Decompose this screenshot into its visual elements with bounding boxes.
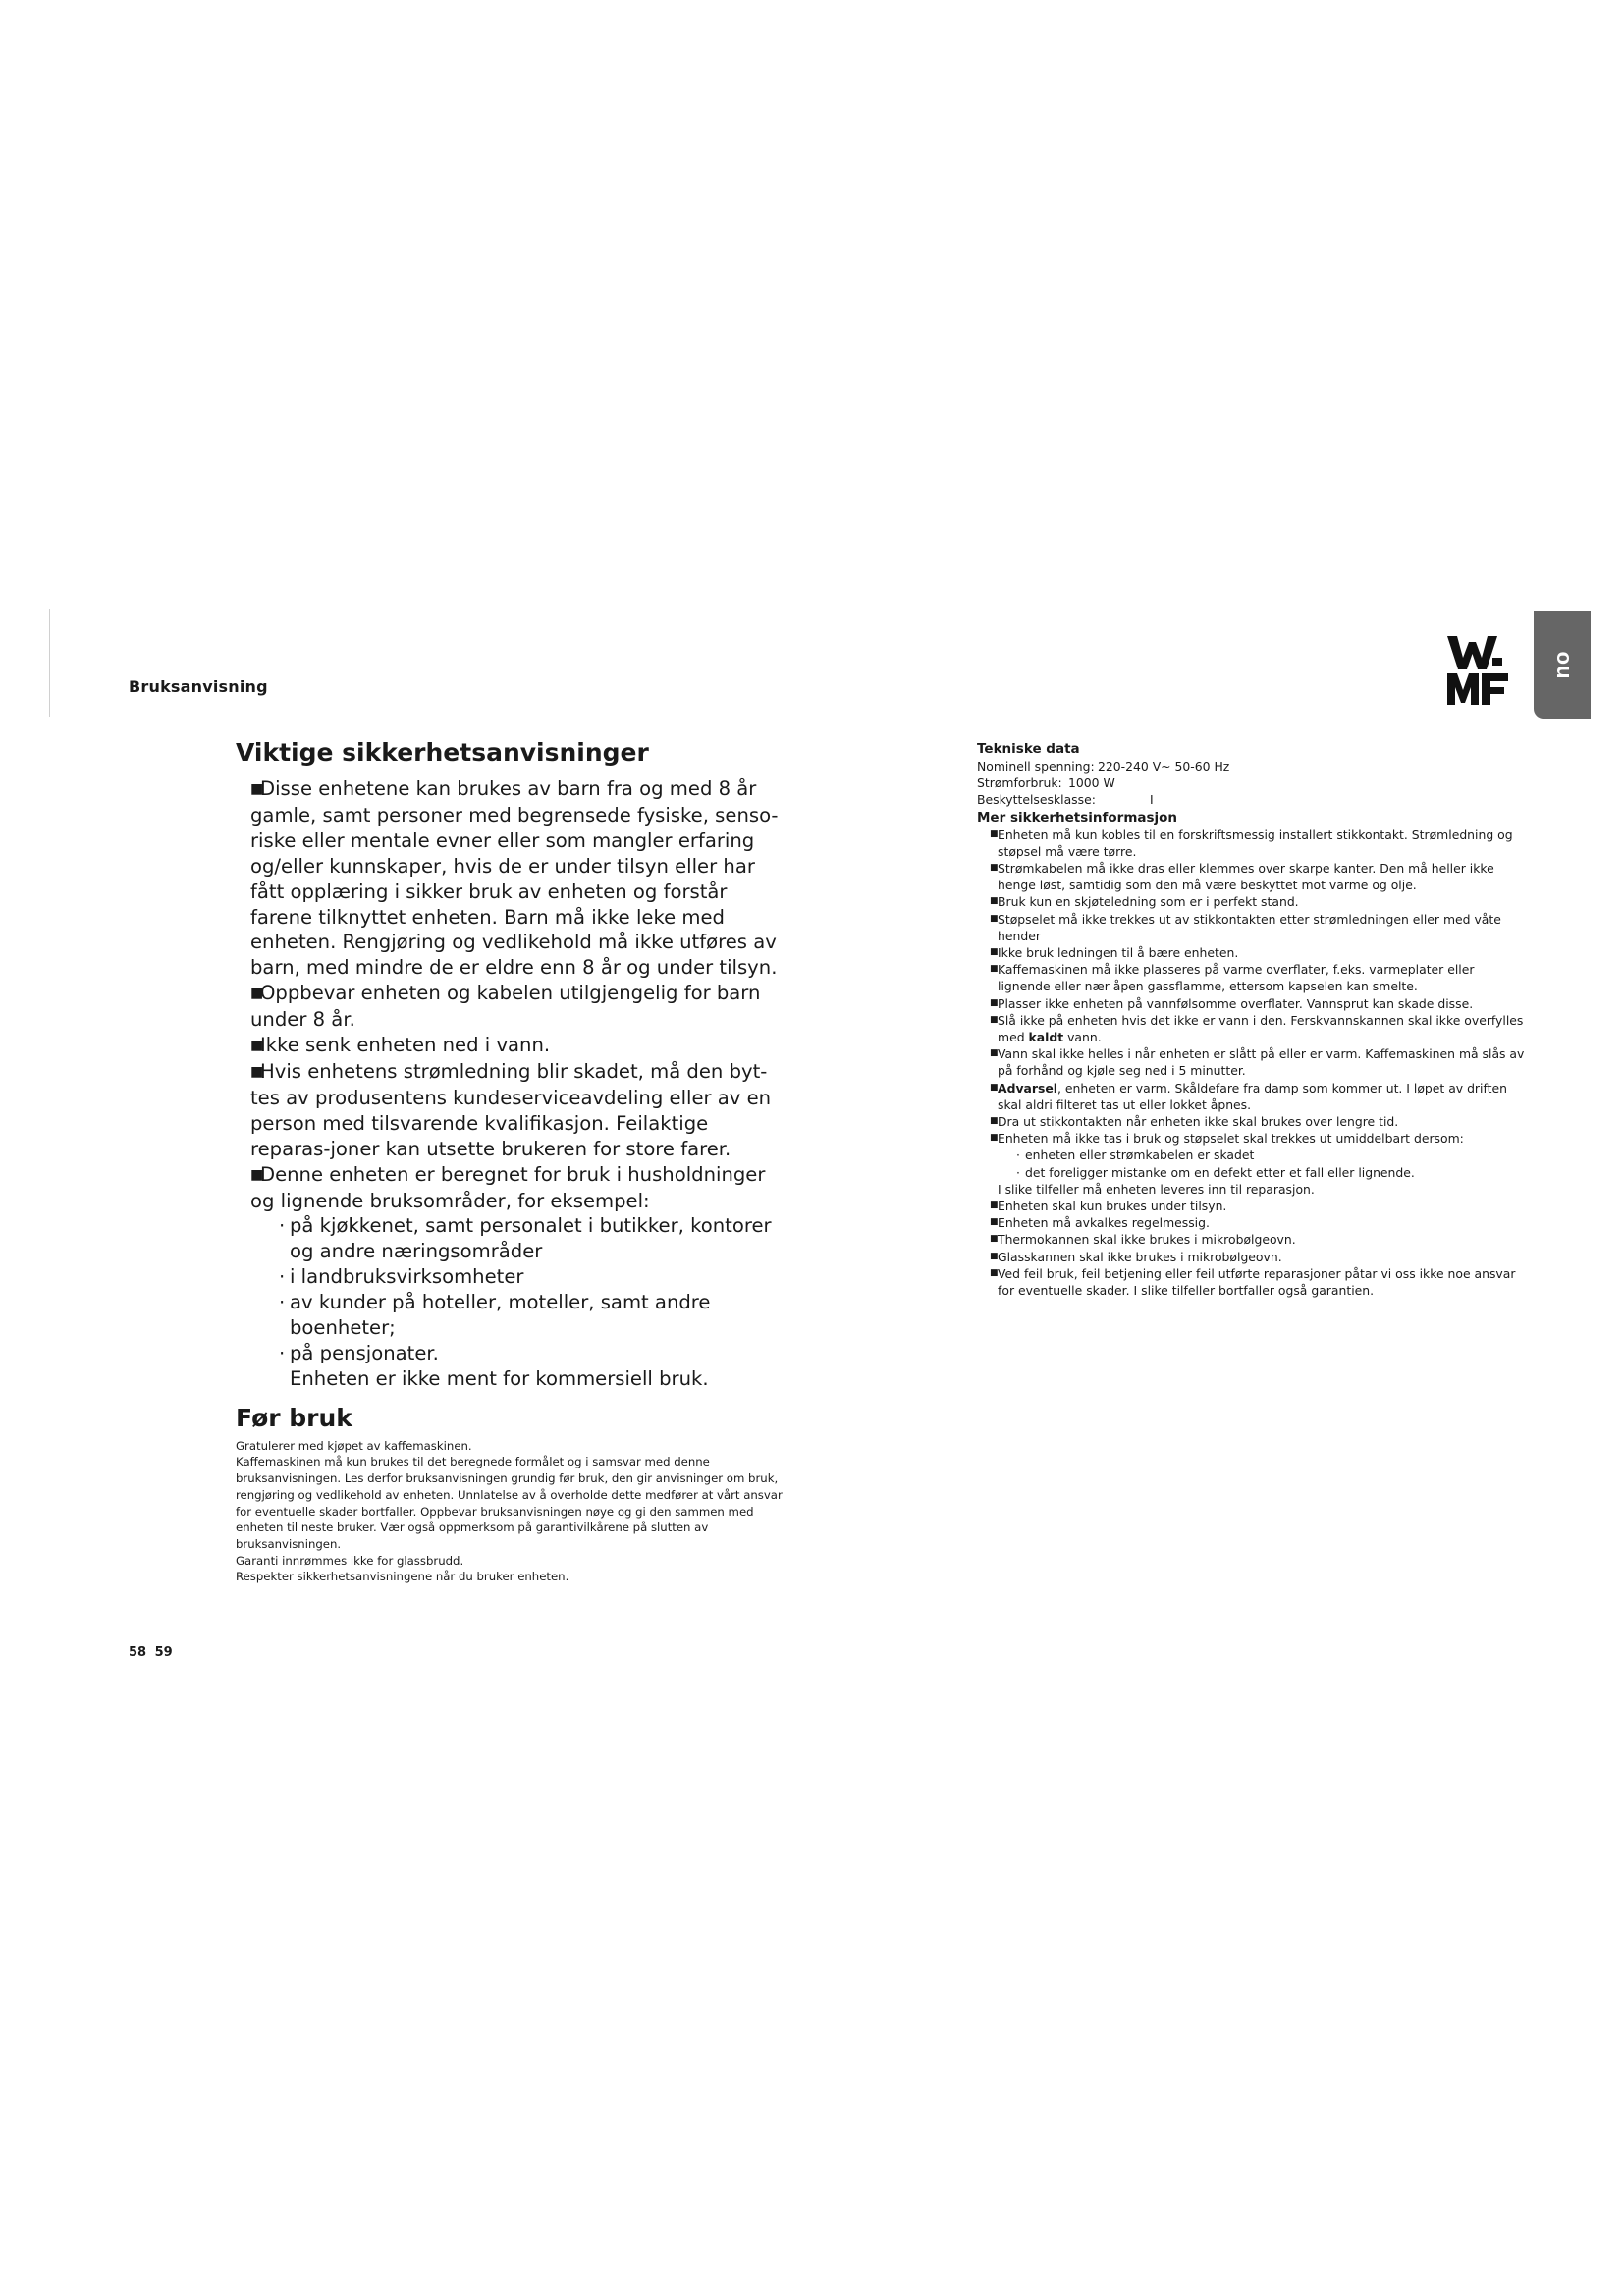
right-column (977, 740, 1527, 1299)
spec-label: Nominell spenning: (977, 759, 1095, 774)
spec-value: I (1150, 792, 1154, 808)
spec-label: Beskyttelsesklasse: (977, 792, 1096, 808)
safety-item: ■Disse enhetene kan brukes av barn fra og med 8 år gamle, samt personer med begrensede fysiske, senso-riske eller mentale evner eller som mangler erfaring og/eller kunnskaper, hvis de er under tilsyn eller har fått opplæring i sikker bruk av enheten og forstår farene tilknyttet enheten. Barn må ikke leke med enheten. Rengjøring og vedlikehold må ikke utføres av barn, med mindre de er eldre enn 8 år og under tilsyn. (250, 777, 779, 980)
language-tab[interactable] (1534, 611, 1591, 719)
usage-sub-item: · av kunder på hoteller, moteller, samt andre boenheter; (279, 1291, 711, 1340)
commercial-note: Enheten er ikke ment for kommersiell bruk. (290, 1366, 709, 1390)
document-label: Bruksanvisning (129, 677, 268, 696)
safety-list (236, 776, 785, 1392)
more-safety-item: ■ Thermokannen skal ikke brukes i mikrobølgeovn. (990, 1232, 1296, 1248)
usage-sub-list (236, 1213, 785, 1365)
more-safety-item: ■ Kaffemaskinen må ikke plasseres på varme overflater, f.eks. varmeplater eller lignende eller nær åpen gassflamme, ettersom kapselen kan smelte. (990, 962, 1475, 994)
before-use-paragraph: Respekter sikkerhetsanvisningene når du bruker enheten. (236, 1570, 569, 1584)
more-safety-item: ■ Slå ikke på enheten hvis det ikke er vann i den. Ferskvannskannen skal ikke overfylles med kaldt vann. (990, 1012, 1524, 1045)
before-use-paragraph: Kaffemaskinen må kun brukes til det beregnede formålet og i samsvar med denne bruksanvisningen. Les derfor bruksanvisningen grundig før bruk, den gir anvisninger om bruk, rengjøring og vedlikehold av enheten. Unnlatelse av å overholde dette medfører at vårt ansvar for eventuelle skader bortfaller. Oppbevar bruksanvisningen nøye og gi den sammen med enheten til neste bruker. Vær også oppmerksom på garantivilkårene på slutten av bruksanvisningen. (236, 1455, 783, 1551)
more-safety-item: ■ Ikke bruk ledningen til å bære enheten. (990, 945, 1239, 961)
left-column (236, 738, 785, 1585)
usage-sub-item: · på kjøkkenet, samt personalet i butikker, kontorer og andre næringsområder (279, 1214, 772, 1263)
usage-sub-item: · på pensjonater. (279, 1341, 439, 1364)
more-safety-item: ■ Enheten må kun kobles til en forskriftsmessig installert stikkontakt. Strømledning og støpsel må være tørre. (990, 827, 1513, 859)
language-tab-label: no (1549, 650, 1574, 679)
more-safety-item: ■ Støpselet må ikke trekkes ut av stikkontakten etter strømledningen eller med våte hender (990, 911, 1501, 943)
spec-row (977, 758, 1527, 774)
more-safety-item: ■ Ved feil bruk, feil betjening eller feil utførte reparasjoner påtar vi oss ikke noe ansvar for eventuelle skader. I slike tilfeller bortfaller også garantien. (990, 1265, 1516, 1299)
more-safety-item: ■ Advarsel, enheten er varm. Skåldefare fra damp som kommer ut. I løpet av driften skal aldri filteret tas ut eller lokket åpnes. (990, 1080, 1507, 1112)
more-safety-item: ■ Enheten må ikke tas i bruk og støpselet skal trekkes ut umiddelbart dersom: (990, 1131, 1464, 1147)
more-safety-item: ■ Bruk kun en skjøteledning som er i perfekt stand. (990, 894, 1299, 910)
more-safety-item: ■ Enheten må avkalkes regelmessig. (990, 1215, 1210, 1231)
before-use-title: Før bruk (236, 1403, 352, 1432)
before-use-body (236, 1438, 785, 1585)
more-safety-item: ■ Enheten skal kun brukes under tilsyn. (990, 1199, 1227, 1214)
more-safety-list (977, 827, 1527, 1300)
safety-title: Viktige sikkerhetsanvisninger (236, 738, 649, 767)
repair-note: I slike tilfeller må enheten leveres inn til reparasjon. (998, 1181, 1315, 1197)
before-use-paragraph: Garanti innrømmes ikke for glassbrudd. (236, 1553, 464, 1568)
wmf-logo (1447, 636, 1508, 705)
before-use-paragraph: Gratulerer med kjøpet av kaffemaskinen. (236, 1438, 472, 1453)
page-numbers: 58 59 (129, 1645, 173, 1660)
spec-row (977, 791, 1527, 808)
technical-specs (977, 758, 1527, 809)
more-safety-item: ■ Plasser ikke enheten på vannfølsomme overflater. Vannsprut kan skade disse. (990, 995, 1474, 1011)
spec-row (977, 774, 1527, 791)
more-safety-item: ■ Glasskannen skal ikke brukes i mikrobølgeovn. (990, 1249, 1282, 1264)
spec-value: 220-240 V~ 50-60 Hz (1098, 759, 1230, 774)
more-safety-item: ■ Strømkabelen må ikke dras eller klemmes over skarpe kanter. Den må heller ikke henge løst, samtidig som den må være beskyttet mot varme og olje. (990, 861, 1494, 893)
more-safety-sub-item: · enheten eller strømkabelen er skadet (1016, 1148, 1255, 1163)
usage-sub-item: · i landbruksvirksomheter (279, 1265, 524, 1289)
safety-item: ■Oppbevar enheten og kabelen utilgjengelig for barn under 8 år. (250, 982, 761, 1032)
spec-value: 1000 W (1068, 775, 1115, 791)
more-safety-item: ■ Dra ut stikkontakten når enheten ikke skal brukes over lengre tid. (990, 1114, 1399, 1130)
margin-rule (49, 609, 50, 717)
safety-item: ■Denne enheten er beregnet for bruk i husholdninger og lignende bruksområder, for eksempel: (250, 1162, 766, 1212)
more-safety-sub-item: · det foreligger mistanke om en defekt etter et fall eller lignende. (1016, 1164, 1415, 1180)
spec-label: Strømforbruk: (977, 775, 1062, 791)
safety-item: ■Ikke senk enheten ned i vann. (250, 1034, 551, 1057)
safety-item: ■Hvis enhetens strømledning blir skadet, må den byt-tes av produsentens kundeserviceavdeling eller av en person med tilsvarende kvalifikasjon. Feilaktige reparas-joner kan utsette brukeren for store farer. (250, 1059, 772, 1160)
more-safety-title: Mer sikkerhetsinformasjon (977, 809, 1178, 826)
more-safety-item: ■ Vann skal ikke helles i når enheten er slått på eller er varm. Kaffemaskinen må slås av på forhånd og kjøle seg ned i 5 minutter. (990, 1046, 1525, 1079)
technical-title: Tekniske data (977, 741, 1080, 757)
